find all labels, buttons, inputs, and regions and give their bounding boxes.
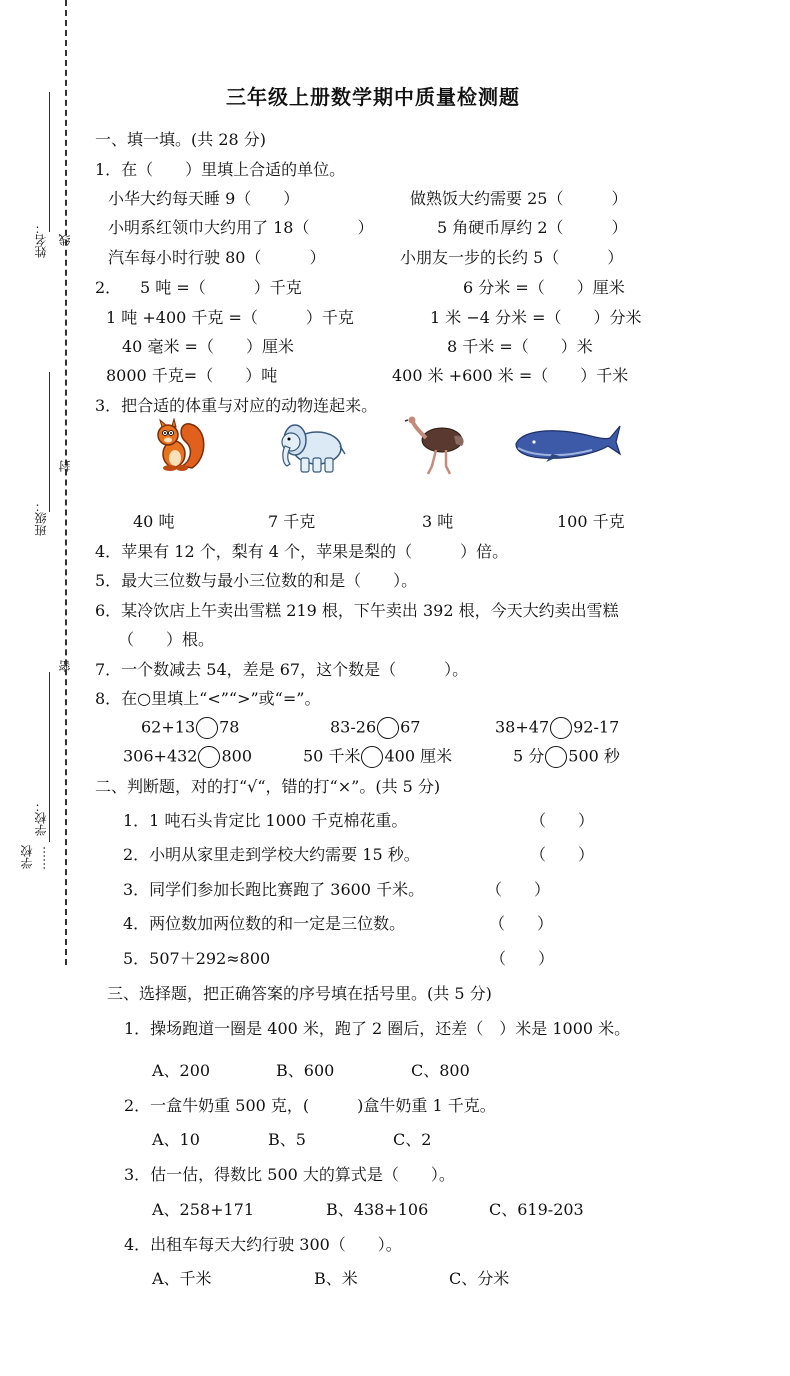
ostrich-image bbox=[404, 416, 468, 476]
q5: 5．最大三位数与最小三位数的和是（ ）。 bbox=[95, 571, 418, 590]
q2-item: 5 吨 =（ ）千克 bbox=[140, 278, 302, 297]
whale-image bbox=[512, 420, 622, 466]
q6-line1: 6．某冷饮店上午卖出雪糕 219 根，下午卖出 392 根，今天大约卖出雪糕 bbox=[95, 601, 619, 620]
s3-option[interactable]: A、10 bbox=[152, 1130, 200, 1149]
s3-option[interactable]: A、258+171 bbox=[152, 1200, 255, 1219]
s3-question: 4．出租车每天大约行驶 300（ ）。 bbox=[124, 1235, 402, 1254]
q8-item: 62+13 78 bbox=[141, 717, 239, 739]
q1-stem: 1．在（ ）里填上合适的单位。 bbox=[95, 160, 346, 179]
blank-circle[interactable] bbox=[545, 746, 567, 768]
school-label-2: 学校 bbox=[20, 845, 34, 869]
q3-weight: 3 吨 bbox=[422, 512, 454, 531]
s2-item: 1．1 吨石头肯定比 1000 千克棉花重。 bbox=[123, 811, 408, 830]
s3-question: 2．一盒牛奶重 500 克，( )盒牛奶重 1 千克。 bbox=[124, 1096, 496, 1115]
blank-circle[interactable] bbox=[196, 717, 218, 739]
squirrel-image bbox=[150, 418, 210, 474]
s2-answer-paren[interactable]: （ ） bbox=[490, 949, 555, 968]
s2-answer-paren[interactable]: （ ） bbox=[530, 845, 595, 864]
dots: …… bbox=[34, 846, 48, 870]
blank-circle[interactable] bbox=[361, 746, 383, 768]
q3-weight: 7 千克 bbox=[268, 512, 316, 531]
name-underline bbox=[49, 92, 50, 232]
q3-weight: 100 千克 bbox=[557, 512, 625, 531]
s2-item: 4．两位数加两位数的和一定是三位数。 bbox=[123, 914, 406, 933]
q2-item: 1 米 −4 分米 =（ ）分米 bbox=[430, 308, 642, 327]
s3-option[interactable]: C、619-203 bbox=[489, 1200, 584, 1219]
q2-item: 1 吨 +400 千克 =（ ）千克 bbox=[106, 308, 354, 327]
dense-char: 密 bbox=[58, 660, 72, 672]
blank-circle[interactable] bbox=[550, 717, 572, 739]
binding-dashed-line bbox=[65, 0, 67, 965]
q8-item: 38+47 92-17 bbox=[495, 717, 619, 739]
q3-stem: 3．把合适的体重与对应的动物连起来。 bbox=[95, 396, 378, 415]
school-underline bbox=[49, 672, 50, 842]
s3-option[interactable]: B、米 bbox=[314, 1269, 358, 1288]
q2-item: 6 分米 =（ ）厘米 bbox=[463, 278, 625, 297]
s3-option[interactable]: C、分米 bbox=[449, 1269, 510, 1288]
q7: 7．一个数减去 54，差是 67，这个数是（ ）。 bbox=[95, 660, 469, 679]
s3-question: 1．操场跑道一圈是 400 米，跑了 2 圈后，还差（ ）米是 1000 米。 bbox=[124, 1019, 631, 1038]
q8-item: 83-26 67 bbox=[330, 717, 420, 739]
q1-item: 小华大约每天睡 9（ ） bbox=[108, 189, 300, 208]
q1-item: 5 角硬币厚约 2（ ） bbox=[437, 218, 628, 237]
q1-item: 小明系红领巾大约用了 18（ ） bbox=[108, 218, 374, 237]
section1-heading: 一、填一填。(共 28 分) bbox=[95, 130, 267, 149]
q8-item: 50 千米 400 厘米 bbox=[303, 746, 452, 768]
school-label: 学校： bbox=[34, 800, 48, 836]
q2-item: 400 米 +600 米 =（ ）千米 bbox=[392, 366, 629, 385]
q3-weight: 40 吨 bbox=[133, 512, 175, 531]
s3-option[interactable]: B、438+106 bbox=[326, 1200, 429, 1219]
s2-answer-paren[interactable]: （ ） bbox=[489, 914, 554, 933]
s3-option[interactable]: B、5 bbox=[268, 1130, 306, 1149]
elephant-image bbox=[277, 418, 347, 476]
q8-item: 306+432 800 bbox=[123, 746, 252, 768]
q4: 4．苹果有 12 个，梨有 4 个，苹果是梨的（ ）倍。 bbox=[95, 542, 509, 561]
q8-stem: 8．在○里填上“<”“>”或“=”。 bbox=[95, 689, 321, 708]
q1-item: 小朋友一步的长约 5（ ） bbox=[400, 248, 624, 267]
blank-circle[interactable] bbox=[198, 746, 220, 768]
line-char: 线 bbox=[58, 234, 72, 246]
page-title: 三年级上册数学期中质量检测题 bbox=[226, 85, 520, 109]
q2-item: 8 千米 =（ ）米 bbox=[447, 337, 593, 356]
q2-item: 8000 千克=（ ）吨 bbox=[106, 366, 278, 385]
q2-item: 40 毫米 =（ ）厘米 bbox=[122, 337, 294, 356]
q1-item: 汽车每小时行驶 80（ ） bbox=[108, 248, 326, 267]
s2-item: 3．同学们参加长跑比赛跑了 3600 千米。 bbox=[123, 880, 425, 899]
blank-circle[interactable] bbox=[377, 717, 399, 739]
q2-number: 2． bbox=[95, 278, 122, 297]
class-underline bbox=[49, 372, 50, 512]
s2-item: 5．507＋292≈800 bbox=[123, 949, 271, 968]
s3-question: 3．估一估，得数比 500 大的算式是（ ）。 bbox=[124, 1165, 455, 1184]
s3-option[interactable]: C、2 bbox=[393, 1130, 432, 1149]
class-label: 班级： bbox=[34, 500, 48, 536]
name-label: 姓名： bbox=[34, 222, 48, 258]
q8-item: 5 分 500 秒 bbox=[513, 746, 620, 768]
q1-item: 做熟饭大约需要 25（ ） bbox=[410, 189, 628, 208]
section3-heading: 三、选择题，把正确答案的序号填在括号里。(共 5 分) bbox=[107, 984, 492, 1003]
s2-item: 2．小明从家里走到学校大约需要 15 秒。 bbox=[123, 845, 420, 864]
s3-option[interactable]: A、200 bbox=[152, 1061, 211, 1080]
s3-option[interactable]: B、600 bbox=[276, 1061, 335, 1080]
s2-answer-paren[interactable]: （ ） bbox=[486, 880, 551, 899]
seal-char: 封 bbox=[58, 460, 72, 472]
s3-option[interactable]: C、800 bbox=[411, 1061, 470, 1080]
q6-line2: （ ）根。 bbox=[118, 630, 215, 649]
section2-heading: 二、判断题，对的打“√“，错的打“×”。(共 5 分) bbox=[95, 777, 441, 796]
s3-option[interactable]: A、千米 bbox=[152, 1269, 212, 1288]
s2-answer-paren[interactable]: （ ） bbox=[530, 811, 595, 830]
